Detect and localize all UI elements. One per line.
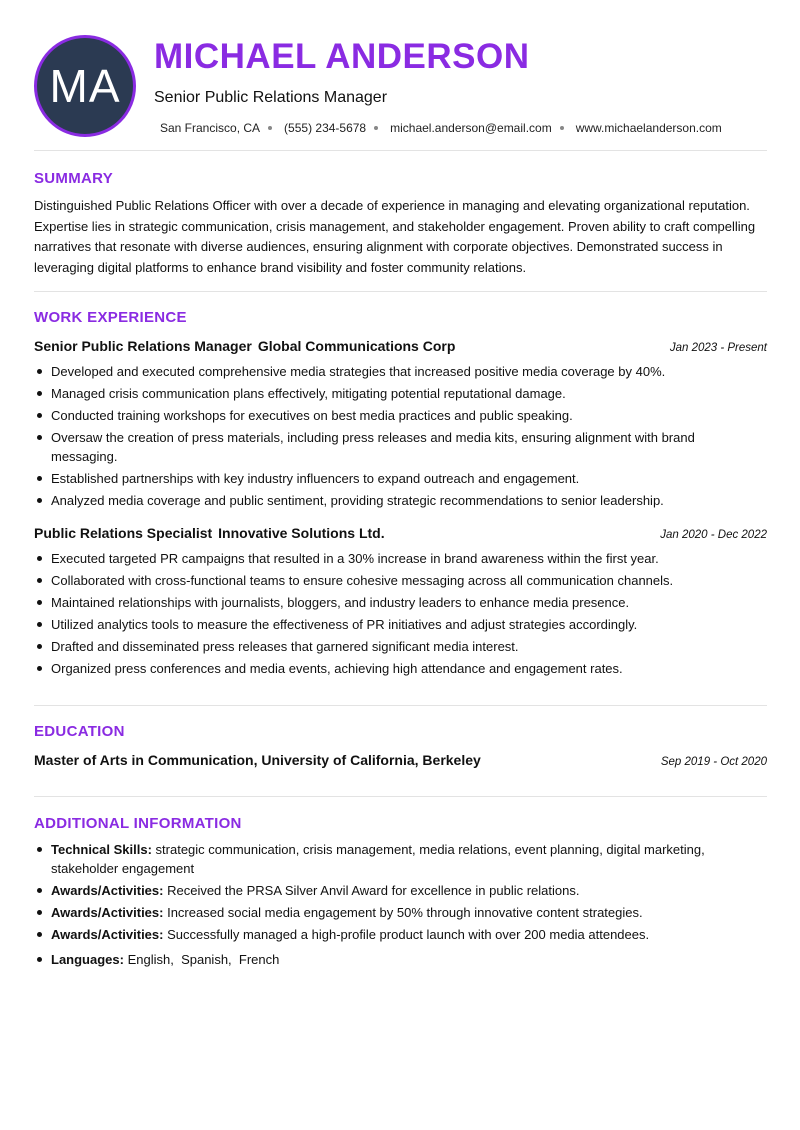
separator-dot bbox=[560, 126, 564, 130]
item-text: English, Spanish, French bbox=[127, 952, 280, 967]
bullet-text: Utilized analytics tools to measure the effectiveness of PR initiatives and adjust strategies accordingly. bbox=[51, 617, 638, 632]
separator-dot bbox=[268, 126, 272, 130]
bullet-dot bbox=[37, 932, 42, 937]
list-item bbox=[34, 593, 754, 612]
bullet-dot bbox=[37, 413, 42, 418]
additional-heading: ADDITIONAL INFORMATION bbox=[34, 815, 242, 832]
list-item bbox=[34, 659, 754, 678]
list-item bbox=[34, 428, 754, 466]
item-text: Successfully managed a high-profile product launch with over 200 media attendees. bbox=[167, 927, 650, 942]
bullet-dot bbox=[37, 578, 42, 583]
education-entry bbox=[34, 752, 767, 768]
education-dates: Sep 2019 - Oct 2020 bbox=[660, 756, 767, 768]
list-item bbox=[34, 903, 754, 922]
job-header bbox=[34, 525, 767, 541]
additional-list bbox=[34, 840, 754, 972]
avatar bbox=[34, 35, 136, 137]
candidate-role: Senior Public Relations Manager bbox=[154, 89, 388, 106]
bullet-dot bbox=[37, 910, 42, 915]
bullet-text: Managed crisis communication plans effectively, mitigating potential reputational damage. bbox=[51, 386, 566, 401]
list-item bbox=[34, 840, 754, 878]
job-header bbox=[34, 338, 767, 354]
bullet-dot bbox=[37, 666, 42, 671]
bullet-dot bbox=[37, 847, 42, 852]
section-divider bbox=[34, 705, 767, 706]
item-label: Awards/Activities: bbox=[51, 927, 164, 942]
bullet-text: Organized press conferences and media events, achieving high attendance and engagement rates. bbox=[51, 661, 623, 676]
section-divider bbox=[34, 796, 767, 797]
bullet-dot bbox=[37, 644, 42, 649]
item-text: Received the PRSA Silver Anvil Award for excellence in public relations. bbox=[167, 883, 580, 898]
separator-dot bbox=[374, 126, 378, 130]
bullet-text: Maintained relationships with journalists, bloggers, and industry leaders to enhance media presence. bbox=[51, 595, 630, 610]
list-item bbox=[34, 637, 754, 656]
list-item bbox=[34, 384, 754, 403]
bullet-dot bbox=[37, 600, 42, 605]
summary-text: Distinguished Public Relations Officer with over a decade of experience in managing and elevating organizational reputation. Expertise lies in strategic communication, crisis management, and stakeholder engagement. Proven ability to craft compelling narratives that resonate with diverse audiences, ensuring alignment with corporate objectives. Demonstrated success in leveraging digital platforms to enhance brand visibility and foster community relations. bbox=[34, 198, 756, 275]
list-item bbox=[34, 406, 754, 425]
list-item bbox=[34, 362, 754, 381]
bullet-dot bbox=[37, 622, 42, 627]
bullet-dot bbox=[37, 498, 42, 503]
job-company: Innovative Solutions Ltd. bbox=[218, 525, 385, 541]
summary-heading: SUMMARY bbox=[34, 170, 114, 187]
job-company: Global Communications Corp bbox=[257, 338, 456, 354]
job-position: Public Relations Specialist bbox=[34, 525, 213, 541]
bullet-dot bbox=[37, 391, 42, 396]
list-item bbox=[34, 571, 754, 590]
bullet-text: Drafted and disseminated press releases that garnered significant media interest. bbox=[51, 639, 519, 654]
avatar-initials: MA bbox=[49, 60, 121, 112]
job-bullets bbox=[34, 362, 754, 513]
job-title bbox=[34, 525, 385, 541]
contact-website[interactable]: www.michaelanderson.com bbox=[575, 121, 722, 135]
list-item bbox=[34, 549, 754, 568]
bullet-dot bbox=[37, 556, 42, 561]
item-label: Technical Skills: bbox=[51, 842, 152, 857]
item-text: strategic communication, crisis management, media relations, event planning, digital marketing, stakeholder engagement bbox=[51, 842, 705, 876]
bullet-dot bbox=[37, 888, 42, 893]
bullet-dot bbox=[37, 957, 42, 962]
experience-heading: WORK EXPERIENCE bbox=[34, 309, 187, 326]
bullet-text: Established partnerships with key industry influencers to expand outreach and engagement. bbox=[51, 471, 580, 486]
job-title bbox=[34, 338, 455, 354]
item-label: Awards/Activities: bbox=[51, 905, 164, 920]
item-text: Increased social media engagement by 50% through innovative content strategies. bbox=[167, 905, 643, 920]
bullet-dot bbox=[37, 435, 42, 440]
bullet-text: Developed and executed comprehensive media strategies that increased positive media coverage by 40%. bbox=[51, 364, 666, 379]
bullet-text: Oversaw the creation of press materials, including press releases and media kits, ensuring alignment with brand messaging. bbox=[51, 430, 695, 464]
list-item bbox=[34, 491, 754, 510]
bullet-dot bbox=[37, 369, 42, 374]
education-heading: EDUCATION bbox=[34, 723, 125, 740]
bullet-dot bbox=[37, 476, 42, 481]
education-degree: Master of Arts in Communication, University of California, Berkeley bbox=[34, 752, 481, 768]
bullet-text: Executed targeted PR campaigns that resulted in a 30% increase in brand awareness within the first year. bbox=[51, 551, 659, 566]
contact-phone[interactable]: (555) 234-5678 bbox=[284, 121, 367, 135]
job-bullets bbox=[34, 549, 754, 681]
item-label: Languages: bbox=[51, 952, 124, 967]
bullet-text: Collaborated with cross-functional teams to ensure cohesive messaging across all communication channels. bbox=[51, 573, 674, 588]
list-item bbox=[34, 881, 754, 900]
list-item bbox=[34, 469, 754, 488]
job-position: Senior Public Relations Manager bbox=[34, 338, 252, 354]
list-item bbox=[34, 950, 754, 969]
list-item bbox=[34, 925, 754, 944]
job-dates: Jan 2020 - Dec 2022 bbox=[660, 529, 767, 541]
bullet-text: Analyzed media coverage and public sentiment, providing strategic recommendations to senior leadership. bbox=[51, 493, 664, 508]
section-divider bbox=[34, 150, 767, 151]
bullet-text: Conducted training workshops for executives on best media practices and public speaking. bbox=[51, 408, 573, 423]
contact-line bbox=[160, 120, 722, 136]
candidate-name: MICHAEL ANDERSON bbox=[154, 37, 530, 76]
contact-email[interactable]: michael.anderson@email.com bbox=[390, 121, 552, 135]
list-item bbox=[34, 615, 754, 634]
job-dates: Jan 2023 - Present bbox=[669, 342, 767, 354]
item-label: Awards/Activities: bbox=[51, 883, 164, 898]
section-divider bbox=[34, 291, 767, 292]
contact-location: San Francisco, CA bbox=[160, 121, 261, 135]
